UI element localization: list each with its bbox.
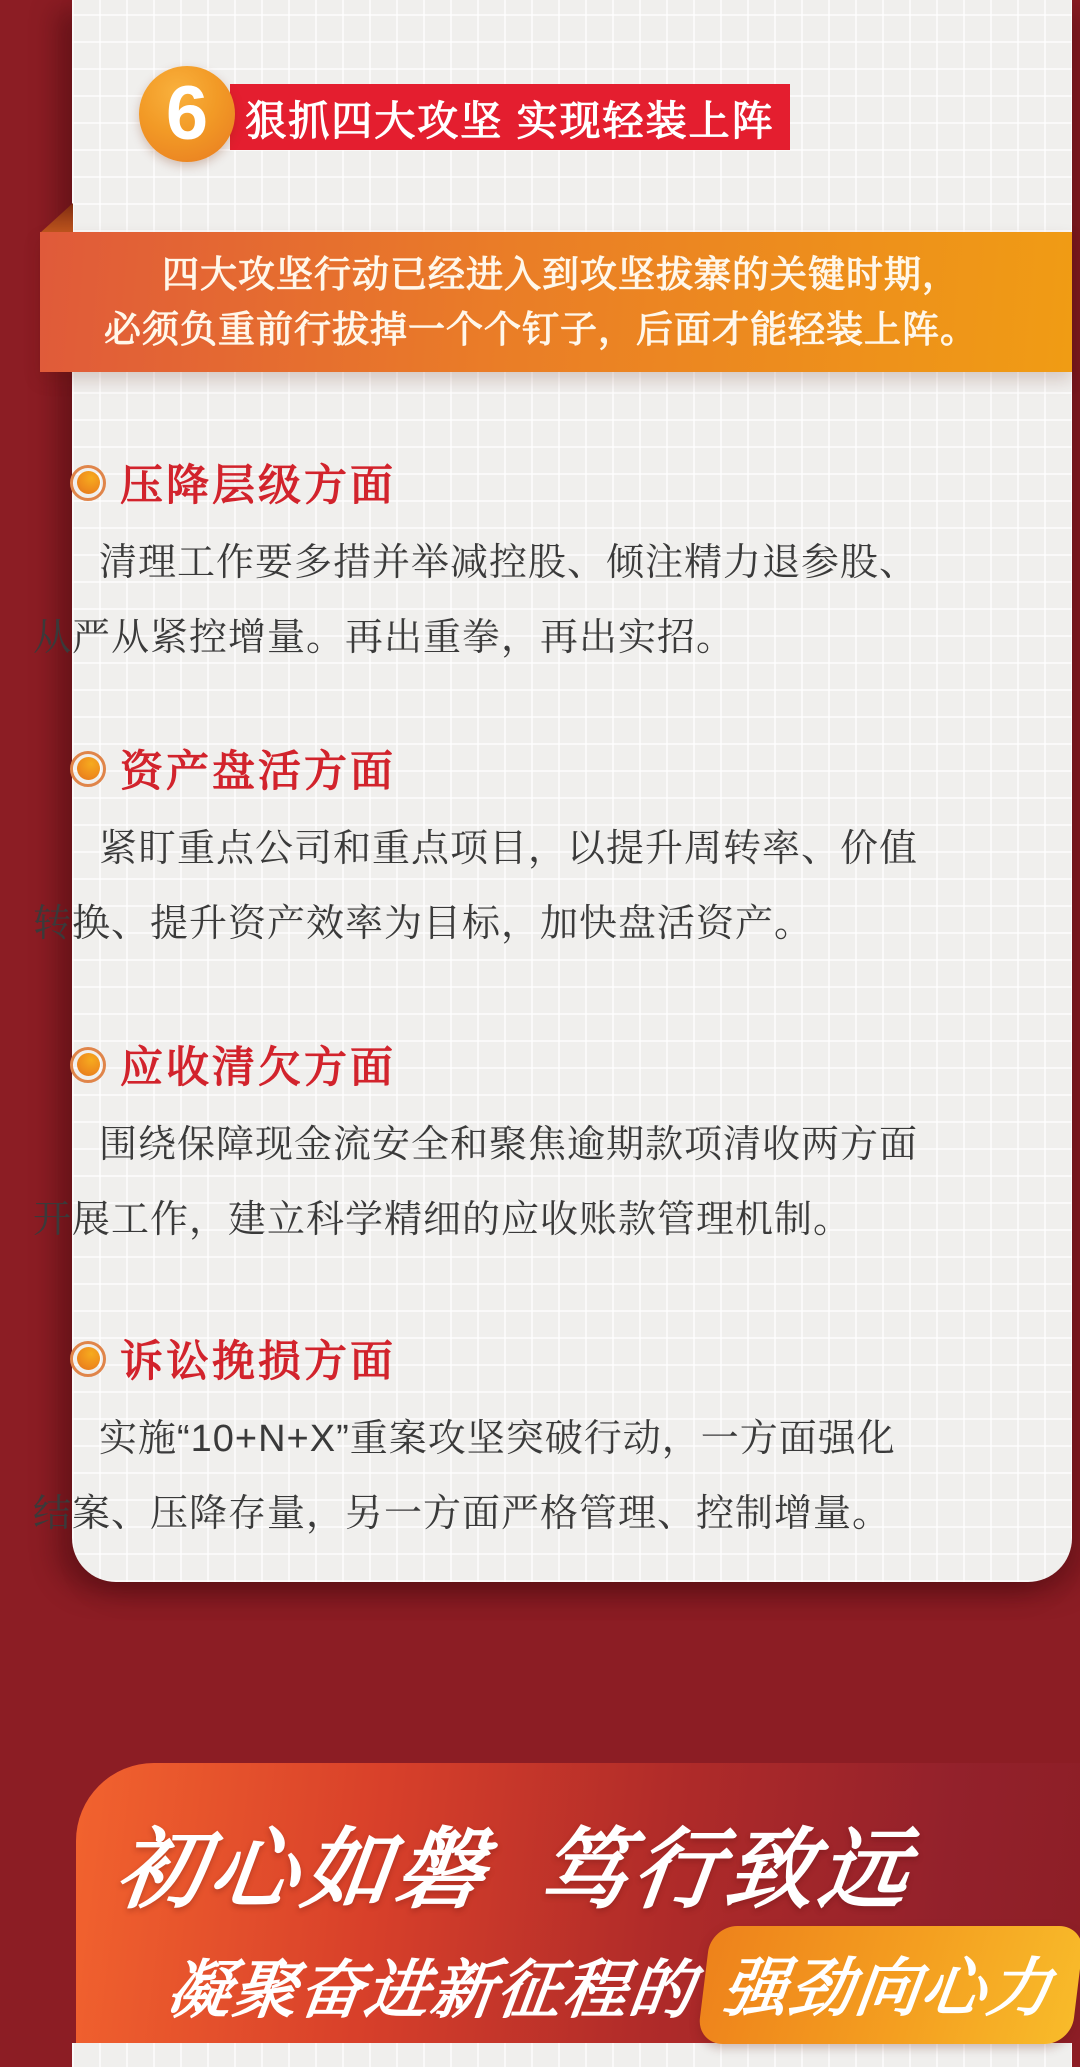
intro-line-1: 四大攻坚行动已经进入到攻坚拔寨的关键时期，	[162, 254, 960, 295]
topic-section-3	[0, 1034, 1080, 1258]
circle-bullet-core	[77, 1053, 100, 1076]
topic-body	[0, 1402, 903, 1552]
topic-heading-row	[0, 1328, 1080, 1389]
circle-bullet-icon	[70, 751, 106, 787]
slogan-secondary	[161, 1926, 1080, 2044]
section-number: 6	[165, 71, 209, 156]
topic-heading-row	[0, 452, 1080, 513]
topic-body-line-2: 转换、提升资产效率为目标，加快盘活资产。	[33, 903, 814, 945]
section-title-bar	[230, 84, 790, 150]
topic-body-line-1: 紧盯重点公司和重点项目，以提升周转率、价值	[99, 828, 919, 870]
topic-section-4	[0, 1328, 1080, 1552]
circle-bullet-icon	[70, 1341, 106, 1377]
topic-body-line-1: 清理工作要多措并举减控股、倾注精力退参股、	[99, 542, 919, 584]
circle-bullet-core	[77, 1347, 100, 1370]
section-number-badge	[139, 66, 235, 162]
slogan-secondary-prefix: 凝聚奋进新征程的	[162, 1954, 700, 2026]
topic-heading: 压降层级方面	[120, 462, 396, 510]
circle-bullet-core	[77, 471, 100, 494]
intro-line-2: 必须负重前行拔掉一个个钉子，后面才能轻装上阵。	[104, 309, 978, 350]
topic-body-line-1: 围绕保障现金流安全和聚焦逾期款项清收两方面	[99, 1124, 919, 1166]
topic-body-line-2: 从严从紧控增量。再出重拳，再出实招。	[33, 617, 736, 659]
circle-bullet-core	[77, 757, 100, 780]
topic-body-line-2: 结案、压降存量，另一方面严格管理、控制增量。	[33, 1493, 892, 1535]
topic-heading: 资产盘活方面	[120, 748, 396, 796]
next-card-strip	[72, 2043, 1072, 2067]
circle-bullet-icon	[70, 1047, 106, 1083]
topic-body	[0, 812, 919, 962]
ribbon-fold	[40, 203, 73, 233]
topic-heading-row	[0, 1034, 1080, 1095]
slogan-primary: 初心如磐 笃行致远	[111, 1820, 919, 1919]
slogan-highlight: 强劲向心力	[697, 1926, 1080, 2044]
topic-section-2	[0, 738, 1080, 962]
topic-body	[0, 1108, 919, 1258]
topic-body	[0, 526, 919, 676]
section-title: 狠抓四大攻坚 实现轻装上阵	[245, 97, 775, 144]
topic-heading: 诉讼挽损方面	[120, 1338, 396, 1386]
intro-ribbon	[40, 232, 1072, 372]
topic-section-1	[0, 452, 1080, 676]
topic-heading-row	[0, 738, 1080, 799]
circle-bullet-icon	[70, 465, 106, 501]
topic-body-line-2: 开展工作，建立科学精细的应收账款管理机制。	[33, 1199, 853, 1241]
topic-body-line-1: 实施“10+N+X”重案攻坚突破行动，一方面强化	[99, 1418, 896, 1460]
topic-heading: 应收清欠方面	[120, 1044, 396, 1092]
